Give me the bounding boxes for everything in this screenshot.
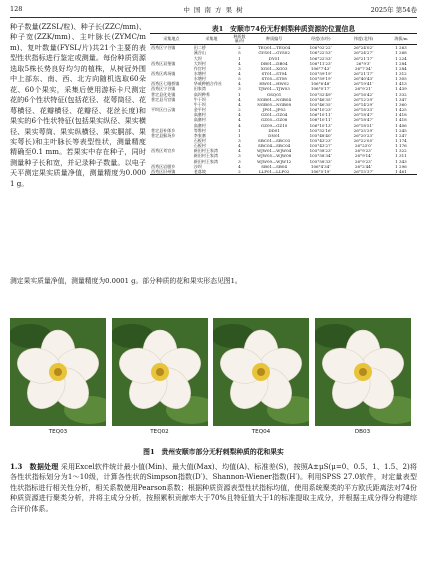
table-cell: 26°9′21″ — [354, 86, 373, 92]
table-cell: 26°7′34″ — [354, 65, 373, 71]
page-number: 128 — [10, 5, 23, 13]
table-cell: 1 418 — [395, 112, 407, 118]
table-cell: 106°5′19″ — [300, 169, 343, 175]
table-cell: 105°59′19″ — [309, 76, 333, 82]
table-cell: 1 245 — [395, 127, 407, 133]
table-cell: 4 — [238, 112, 241, 118]
table-cell: 石板村 — [193, 138, 206, 143]
table-cell: 26°18′33″ — [353, 107, 374, 113]
table-cell: 105°43′23″ — [309, 138, 333, 143]
table-cell: 新田村王家湾 — [193, 158, 219, 164]
table-cell: 4 — [238, 163, 241, 169]
table-cell: 4 — [238, 60, 241, 66]
table-cell: 26°16′42″ — [353, 91, 374, 97]
table-cell: 1 360 — [395, 101, 407, 107]
table-cell: 26°19′41″ — [353, 81, 374, 87]
table-cell: 26°15′37″ — [342, 169, 385, 175]
table-cell: 1 439 — [395, 86, 407, 92]
table-cell: 5 — [238, 50, 241, 56]
table-cell: 26°9′23″ — [354, 158, 373, 164]
table-cell: 26°24′02″ — [353, 45, 374, 51]
photo-flower — [315, 318, 411, 426]
table-cell: GSQ01 — [266, 91, 282, 97]
table-cell: 105°58′33″ — [309, 158, 333, 164]
running-header — [10, 4, 417, 16]
table-cell: 106°22′53″ — [309, 55, 333, 61]
photo-flower — [10, 318, 106, 426]
table-cell: XG01—XG03 — [260, 65, 288, 71]
table-cell: 1 343 — [395, 158, 407, 164]
table-cell: 26°18′47″ — [353, 117, 374, 123]
table-cell: 2 — [230, 169, 249, 175]
table-cell: 106°10′11″ — [309, 112, 333, 118]
table-cell: 3 — [238, 153, 241, 159]
table-cell: 1 305 — [395, 76, 407, 82]
table-cell: 西秀区宁谷镇 — [151, 45, 176, 51]
table-cell: 106°22′53″ — [309, 50, 333, 56]
table-cell: 1 263 — [395, 45, 407, 51]
table-cell: 高坝种养 — [193, 91, 210, 97]
table-cell: 作官村 — [193, 65, 206, 71]
table-header-row — [150, 34, 417, 45]
table-cell: 105°58′34″ — [309, 153, 333, 159]
table-cell: 26°18′51″ — [353, 122, 374, 128]
table-cell: 4 — [238, 122, 241, 128]
table-cell: 1 — [238, 127, 241, 133]
table-header-cell: 纬度(北纬) — [342, 34, 385, 45]
table-cell: DY01 — [268, 55, 280, 61]
table-cell: 26°21′17″ — [353, 70, 374, 76]
table-cell: 1 322 — [395, 148, 407, 154]
table-cell: 26°9′23″ — [354, 148, 373, 154]
table-cell: 西秀区鸡场镇 — [151, 70, 176, 76]
table-cell: GZ01—GZ04 — [260, 112, 288, 118]
table-cell: 105°59′19″ — [309, 70, 333, 76]
table-cell: 等堆村 — [193, 127, 206, 133]
table-cell: 1 311 — [395, 153, 407, 159]
table-cell: 1 224 — [395, 55, 407, 61]
table-cell: 2 — [238, 107, 241, 113]
table-cell: GZ09—GZ10 — [260, 122, 288, 128]
table-cell: 普定县补郎乡 — [151, 127, 176, 133]
table-cell: 西秀区七眼桥镇 — [151, 81, 180, 87]
table-cell: 105°46′35″ — [309, 96, 333, 102]
table-cell: 牛干坝 — [193, 101, 206, 107]
table-cell: 大坝村 — [193, 60, 206, 66]
table-cell: 105°43′27″ — [309, 143, 333, 149]
table-cell: 1 — [238, 55, 241, 61]
photo-label: TEQ03 — [48, 429, 68, 435]
table-cell: 26°18′47″ — [353, 112, 374, 118]
table-cell: TEQ01—TEQ04 — [257, 45, 291, 51]
table-cell: WJW05—WJW08 — [257, 153, 292, 159]
table-cell: 105°48′40″ — [309, 132, 333, 138]
continued-text: 测定果实质量净值，测量精度为0.0001 g。部分种质的花和果实形态见图1。 — [10, 277, 242, 285]
table-cell: 李家寨 — [193, 132, 206, 138]
table-cell: 3 — [238, 138, 241, 143]
table-cell: 106°7′43″ — [310, 65, 331, 71]
table-header-cell: 种质编号 — [249, 34, 300, 45]
table-header-cell: 采集地点 — [150, 34, 193, 45]
table-cell: 4 — [238, 148, 241, 154]
table-cell: 西秀区刘官乡 — [151, 148, 176, 154]
data-processing-section — [10, 462, 417, 514]
table-cell: NGB01—NGB04 — [257, 96, 292, 102]
photo-label: TEQ04 — [251, 429, 271, 435]
table-cell: 105°46′35″ — [309, 101, 333, 107]
table-cell: 26°20′23″ — [353, 132, 374, 138]
table-cell: WJW01—WJW04 — [257, 148, 292, 154]
location-table — [150, 33, 417, 175]
table-cell: 2 — [238, 45, 241, 51]
table-cell: TJW01—TJW03 — [258, 86, 290, 92]
table-cell: 106°10′13″ — [309, 122, 333, 128]
table-cell: DB01—DB04 — [260, 60, 288, 66]
table-cell: 普定县马官镇 — [151, 96, 176, 102]
table-cell: GYS01—GYS02 — [258, 50, 290, 56]
table-cell: 4 — [238, 143, 241, 149]
table-row — [150, 169, 417, 175]
table-cell: 26°9′14″ — [354, 153, 373, 159]
table-cell: 1 176 — [395, 143, 407, 149]
table-cell: 1 413 — [395, 81, 407, 87]
table-cell: 4 — [238, 70, 241, 76]
table-cell: 牛干坝 — [193, 96, 206, 102]
table-cell: 1 — [238, 132, 241, 138]
left-paragraph: 种子数量(ZZSL/粒)、种子长(ZZC/mm)、种子宽(ZZK/mm)、主叶脉长(ZYMC/mm)、复叶数量(FYSL/片)共21个主要的表型性状指标进行鉴定或测量。每份种质资源选取5株长势良好均匀的植株，从树冠外围中上部东、南、西、北方向随机选取60朵花、60个果实，采集后使用游标卡尺测定花的6个性状特征(包括花径、花萼筒径、花萼横径、花瓣横径、花瓣径、花丝长度)和果实的6个性状特征(包括果实纵径、果实横径、果实萼筒、果实纵横径、果实胴部、果实萼长)和主叶脉长等表型性状，测量精度精确至0.1 mm。若果实中存在种子，同时测量种子长和宽，并记录种子数量。以电子天平测定果实质量净值，测量精度为0.0001 g。 — [10, 22, 146, 188]
figure-caption: 图1 贵州安顺市部分无籽刺梨种质的花和果实 — [143, 448, 284, 456]
table-cell: 西秀区双堡镇 — [151, 60, 176, 66]
volume-info: 2025年 第54卷 — [370, 6, 417, 14]
table-cell: NGB05—NGB08 — [257, 101, 292, 107]
table-cell: 106°10′11″ — [309, 117, 333, 123]
table-cell: 老落坡 — [193, 169, 230, 175]
table-header-cell: 海拔/m — [385, 34, 417, 45]
table-cell: 田家湾 — [193, 86, 206, 92]
table-cell: 26°22′05″ — [353, 138, 374, 143]
table-header-cell: 种质数量/份 — [230, 34, 249, 45]
table-cell: 105°52′49″ — [309, 91, 333, 97]
table-cell: 106°0′17″ — [310, 86, 331, 92]
table-cell: 溪谷山 — [193, 50, 206, 56]
table-cell: 高寨村 — [193, 122, 206, 128]
table-cell: LLP01—LLP02 — [249, 169, 300, 175]
table-cell: 田二桥 — [193, 45, 206, 51]
table-cell: DD01 — [268, 127, 280, 133]
table-cell: 26°14′29″ — [353, 101, 374, 107]
table-cell: 1 174 — [395, 138, 407, 143]
table-cell: 26°9′3″ — [356, 60, 371, 66]
table-cell: 平坝区白云镇 — [151, 107, 176, 113]
section-body: 采用Excel软件统计最小值(Min)、最大值(Max)、均值(A)、标准差(S)，按照A±μS(μ=0、0.5、1、1.5、2)将各性状指标划分为1～10级，计算各性状的Simpson指数(D′)、Shannon-Wiener指数(H′)。利用SPSS 27.0软件，对定量表型性状指标进行相关性分析，相关系数使用Pearson系数；根据种质资源表型性状指标均值，使用系统聚类的平方欧氏距离法对74份种质资源进行聚类分析，并将主成分分析，按照累积贡献率大于70%且特征值大于1的标准提取主成分，并根据主成分得分构建综合评价体系。 — [10, 462, 417, 513]
table-cell: 沙坝 — [193, 163, 202, 169]
table-header-cell: 采集地 — [193, 34, 230, 45]
table-cell: 106°10′23″ — [309, 107, 333, 113]
table-cell: 高寨村 — [193, 112, 206, 118]
table-cell: 新田村王家湾 — [193, 153, 219, 159]
table-cell: 1 284 — [395, 65, 407, 71]
table-cell: 106°11′23″ — [309, 60, 333, 66]
table-cell: ST01—ST04 — [261, 70, 287, 76]
table-cell: 水塘村 — [193, 76, 206, 82]
table-cell: 1 284 — [395, 60, 407, 66]
table-cell: SBC04—SBC04 — [258, 143, 291, 149]
table-cell: ST05—ST08 — [261, 76, 287, 82]
left-column-text — [10, 22, 146, 189]
table-cell: 1 296 — [395, 163, 407, 169]
table-cell: JP01—JP02 — [262, 107, 286, 113]
table-cell: 1 347 — [395, 96, 407, 102]
table-cell: 1 418 — [395, 117, 407, 123]
table-cell: 普定县化处镇 — [151, 91, 176, 97]
table-cell: 26°2′44″ — [354, 163, 373, 169]
table-cell: 3 — [238, 65, 241, 71]
table-cell: 4 — [238, 101, 241, 107]
table-cell: 4 — [238, 96, 241, 102]
table-cell: 1 247 — [395, 132, 407, 138]
table-cell: 普定县猴场乡 — [151, 132, 176, 138]
table-cell: 4 — [238, 117, 241, 123]
table-cell: 3 — [238, 86, 241, 92]
table-cell: 大坝 — [193, 55, 202, 61]
table-cell: 高寨村 — [193, 117, 206, 123]
table-cell: 26°40′43″ — [353, 76, 374, 82]
table-cell: 1 312 — [395, 70, 407, 76]
table-body — [150, 45, 417, 175]
table-cell: 106°6′48″ — [310, 81, 331, 87]
table-cell: 新田村王家湾 — [193, 148, 219, 154]
table-cell: 26°21′17″ — [353, 55, 374, 61]
table-cell: 5 — [238, 76, 241, 82]
table-cell: 106°4′34″ — [310, 163, 331, 169]
table-header-cell: 经度(东经) — [300, 34, 343, 45]
table-cell: 1 — [238, 91, 241, 97]
table-cell: HW01—HW02 — [259, 81, 289, 87]
section-heading: 1.3 数据处理 — [10, 462, 59, 471]
table-cell: 西秀区岩腊乡 — [151, 163, 176, 169]
table-cell: 华威种植合作社 — [193, 81, 223, 87]
table-cell: GZ05—GZ08 — [260, 117, 288, 123]
table-cell: 26°24′27″ — [353, 50, 374, 56]
photo-flower — [112, 318, 208, 426]
table-cell: 1 406 — [395, 122, 407, 128]
table-cell: 石板村 — [193, 143, 206, 149]
table-cell: 105°52′16″ — [309, 127, 333, 133]
table-cell: 西秀区宁谷镇 — [151, 86, 176, 92]
table-cell: 金平村 — [193, 107, 206, 113]
table-cell: 26°23′0″ — [354, 143, 373, 149]
table-cell: 4 — [238, 81, 241, 87]
photo-label: DB03 — [354, 429, 371, 435]
table-cell: 26°25′29″ — [353, 127, 374, 133]
table-caption: 表1 安顺市74份无籽刺梨种质资源的位置信息 — [211, 25, 356, 33]
table-cell: WJW09—WJW12 — [257, 158, 292, 164]
table-cell: 1 461 — [385, 169, 417, 175]
figure-photos — [10, 318, 417, 436]
table-cell: 水塘村 — [193, 70, 206, 76]
table-cell: 1 425 — [395, 107, 407, 113]
table-cell: 西秀区旧州镇 — [150, 169, 193, 175]
table-cell: 105°58′23″ — [309, 148, 333, 154]
journal-name: 中 国 南 方 果 树 — [183, 6, 244, 14]
photo-label: TEQ02 — [150, 429, 169, 435]
table-cell: 1 332 — [395, 91, 407, 97]
table-cell: SBC01—SBC03 — [258, 138, 291, 143]
photo-flower — [213, 318, 309, 426]
table-cell: SB01—SB04 — [261, 163, 288, 169]
table-cell: 26°12′29″ — [353, 96, 374, 102]
table-cell: 3 — [238, 158, 241, 164]
table-cell: 1 268 — [395, 50, 407, 56]
table-cell: DN01 — [268, 132, 281, 138]
table-cell: 106°02′22″ — [309, 45, 333, 51]
header-rule — [10, 17, 417, 18]
